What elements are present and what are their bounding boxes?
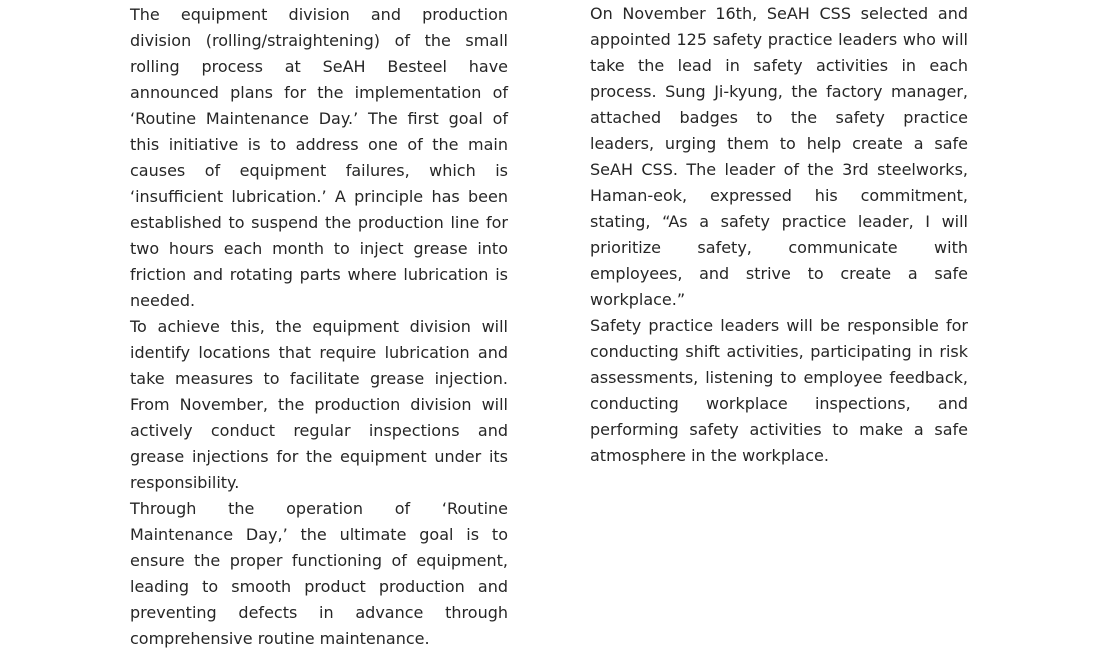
right-paragraph-safety-leaders-appointment: On November 16th, SeAH CSS selected and appointed 125 safety practice leaders who will take the lead in safety activities in each process. Sung Ji-kyung, the factory manager, attached badges to the safety practice leaders, urging them to help create a safe SeAH CSS. The leader of the 3rd steelworks, Haman-eok, expressed his commitment, stating, “As a safety practice leader, I will prioritize safety, communicate with employees, and strive to create a safe workplace.” (590, 4, 968, 309)
left-paragraph-ultimate-goal: Through the operation of ‘Routine Maintenance Day,’ the ultimate goal is to ensure the proper functioning of equipment, leading to smooth product production and preventing defects in advance through comprehensive routine maintenance. (130, 499, 508, 648)
left-paragraph-lubrication-measures: To achieve this, the equipment division will identify locations that require lubrication and take measures to facilitate grease injection. From November, the production division will actively conduct regular inspections and grease injections for the equipment under its responsibility. (130, 317, 508, 492)
left-paragraph-routine-maintenance-intro: The equipment division and production division (rolling/straightening) of the small rolling process at SeAH Besteel have announced plans for the implementation of ‘Routine Maintenance Day.’ The first goal of this initiative is to address one of the main causes of equipment failures, which is ‘insufficient lubrication.’ A principle has been established to suspend the production line for two hours each month to inject grease into friction and rotating parts where lubrication is needed. (130, 5, 508, 310)
left-article-column (130, 2, 508, 652)
right-paragraph-safety-leader-duties: Safety practice leaders will be responsible for conducting shift activities, participating in risk assessments, listening to employee feedback, conducting workplace inspections, and performing safety activities to make a safe atmosphere in the workplace. (590, 316, 968, 465)
right-article-column (590, 1, 968, 469)
